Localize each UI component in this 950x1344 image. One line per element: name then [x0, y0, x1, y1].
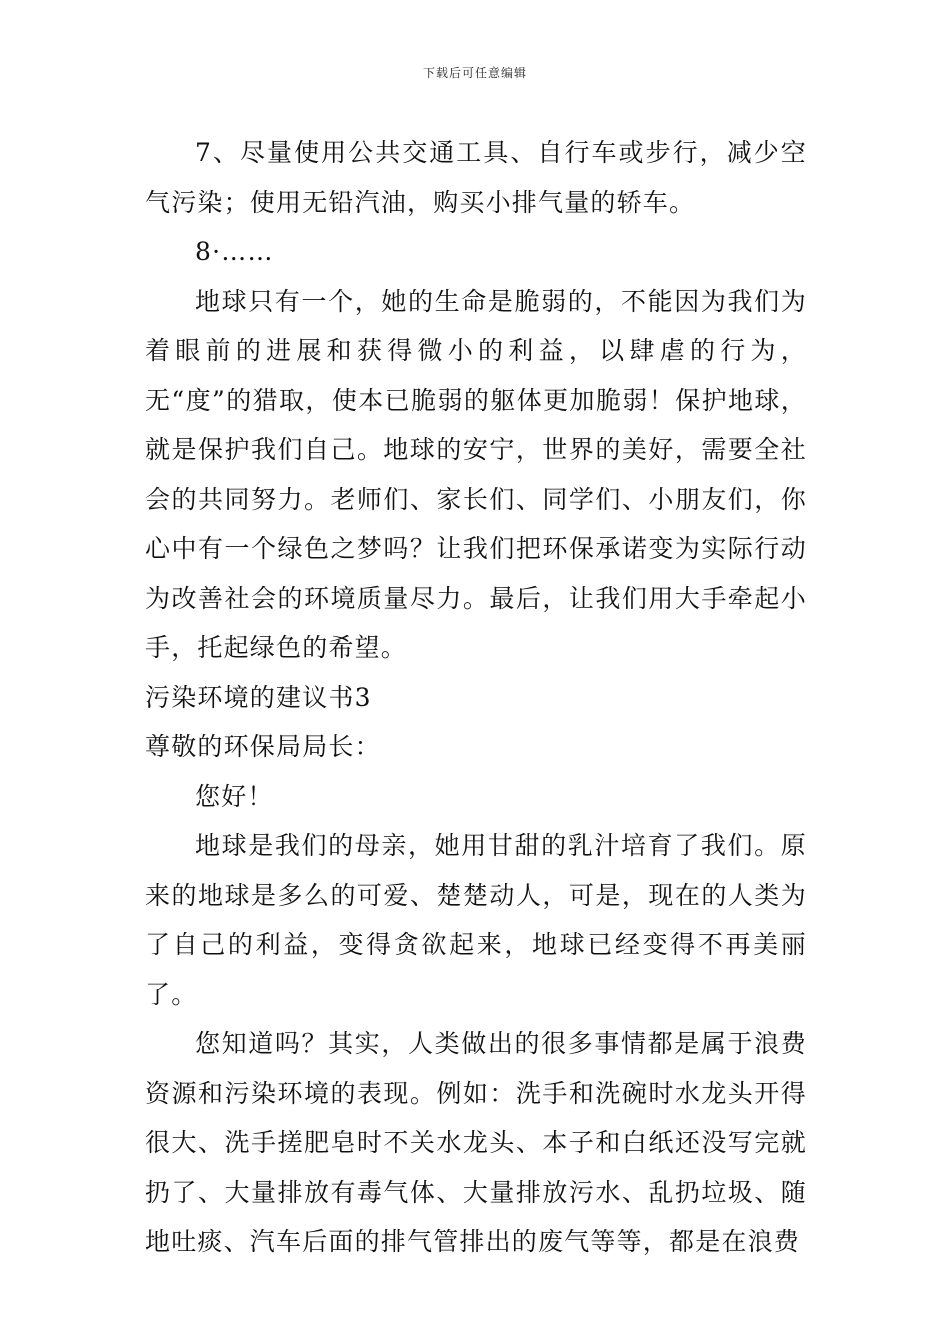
- paragraph-item-8: 8·……: [195, 237, 274, 266]
- paragraph-waste-examples: 您知道吗？其实，人类做出的很多事情都是属于浪费资源和污染环境的表现。例如：洗手和洗碗时水龙头开得很大、洗手搓肥皂时不关水龙头、本子和白纸还没写完就扔了、大量排放有毒气体、大量排放污水、乱扔垃圾、随地吐痰、汽车后面的排气管排出的废气等等，都是在浪费: [145, 1029, 807, 1256]
- paragraph-item-7: 7、尽量使用公共交通工具、自行车或步行，减少空气污染；使用无铅汽油，购买小排气量的轿车。: [145, 138, 807, 217]
- paragraph-earth-mother: 地球是我们的母亲，她用甘甜的乳汁培育了我们。原来的地球是多么的可爱、楚楚动人，可是，现在的人类为了自己的利益，变得贪欲起来，地球已经变得不再美丽了。: [145, 831, 807, 1009]
- letter-greeting: 您好！: [195, 781, 274, 811]
- document-body: [145, 128, 807, 1267]
- page-header: 下载后可任意编辑: [422, 66, 527, 80]
- letter-salutation: 尊敬的环保局局长：: [145, 732, 381, 761]
- section-title: 污染环境的建议书3: [145, 682, 372, 712]
- paragraph-conclusion: 地球只有一个，她的生命是脆弱的，不能因为我们为着眼前的进展和获得微小的利益，以肆虐的行为，无“度”的猎取，使本已脆弱的躯体更加脆弱！保护地球，就是保护我们自己。地球的安宁，世界的美好，需要全社会的共同努力。老师们、家长们、同学们、小朋友们，你心中有一个绿色之梦吗？让我们把环保承诺变为实际行动为改善社会的环境质量尽力。最后，让我们用大手牵起小手，托起绿色的希望。: [145, 286, 807, 662]
